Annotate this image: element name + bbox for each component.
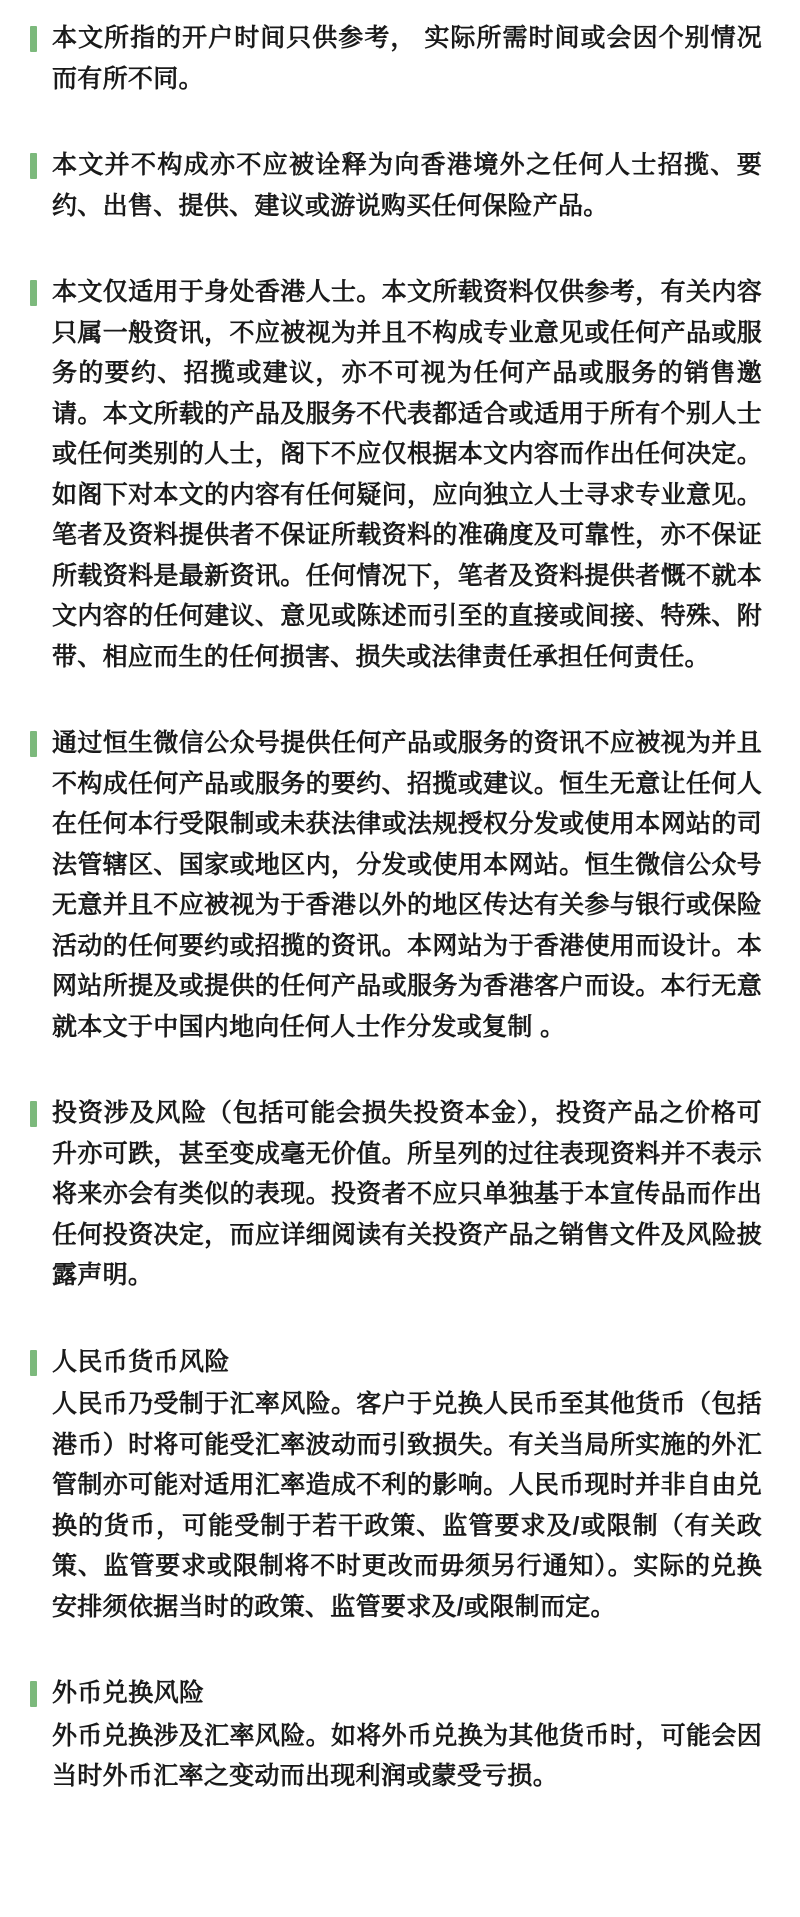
accent-bar-icon (30, 1101, 37, 1127)
section-heading: 外币兑换风险 (52, 1679, 205, 1707)
accent-bar-icon (30, 1350, 37, 1376)
accent-bar-icon (30, 280, 37, 306)
paragraph: 投资涉及风险（包括可能会损失投资本金），投资产品之价格可升亦可跌，甚至变成毫无价值。所呈列的过往表现资料并不表示将来亦会有类似的表现。投资者不应只单独基于本宣传品而作出任何投资决定，而应详细阅读有关投资产品之销售文件及风险披露声明。 (52, 1099, 762, 1289)
paragraph: 本文所指的开户时间只供参考， 实际所需时间或会因个别情况而有所不同。 (52, 24, 762, 93)
paragraph: 外币兑换涉及汇率风险。如将外币兑换为其他货币时，可能会因当时外币汇率之变动而出现利润或蒙受亏损。 (52, 1721, 762, 1790)
accent-bar-icon (30, 153, 37, 179)
disclaimer-block (30, 272, 762, 677)
accent-bar-icon (30, 1681, 37, 1707)
paragraph: 本文并不构成亦不应被诠释为向香港境外之任何人士招揽、要约、出售、提供、建议或游说购买任何保险产品。 (52, 151, 762, 220)
accent-bar-icon (30, 731, 37, 757)
accent-bar-icon (30, 26, 37, 52)
disclaimer-block (30, 18, 762, 99)
section-heading: 人民币货币风险 (52, 1347, 230, 1376)
paragraph: 人民币乃受制于汇率风险。客户于兑换人民币至其他货币（包括港币）时将可能受汇率波动而引致损失。有关当局所实施的外汇管制亦可能对适用汇率造成不利的影响。人民币现时并非自由兑换的货币，可能受制于若干政策、监管要求及/或限制（有关政策、监管要求或限制将不时更改而毋须另行通知）。实际的兑换安排须依据当时的政策、监管要求及/或限制而定。 (52, 1390, 762, 1621)
disclaimer-block-fx-risk (30, 1673, 762, 1797)
disclaimer-block (30, 1093, 762, 1296)
disclaimer-block-rmb-risk (30, 1342, 762, 1628)
paragraph: 本文仅适用于身处香港人士。本文所载资料仅供参考，有关内容只属一般资讯，不应被视为并且不构成专业意见或任何产品或服务的要约、招揽或建议，亦不可视为任何产品或服务的销售邀请。本文所载的产品及服务不代表都适合或适用于所有个别人士或任何类别的人士，阁下不应仅根据本文内容而作出任何决定。如阁下对本文的内容有任何疑问，应向独立人士寻求专业意见。笔者及资料提供者不保证所载资料的准确度及可靠性，亦不保证所载资料是最新资讯。任何情况下，笔者及资料提供者慨不就本文内容的任何建议、意见或陈述而引至的直接或间接、特殊、附带、相应而生的任何损害、损失或法律责任承担任何责任。 (52, 278, 762, 671)
disclaimer-block (30, 723, 762, 1047)
disclaimer-block (30, 145, 762, 226)
paragraph: 通过恒生微信公众号提供任何产品或服务的资讯不应被视为并且不构成任何产品或服务的要约、招揽或建议。恒生无意让任何人在任何本行受限制或未获法律或法规授权分发或使用本网站的司法管辖区、国家或地区内，分发或使用本网站。恒生微信公众号无意并且不应被视为于香港以外的地区传达有关参与银行或保险活动的任何要约或招揽的资讯。本网站为于香港使用而设计。本网站所提及或提供的任何产品或服务为香港客户而设。本行无意就本文于中国内地向任何人士作分发或复制 。 (52, 729, 762, 1041)
